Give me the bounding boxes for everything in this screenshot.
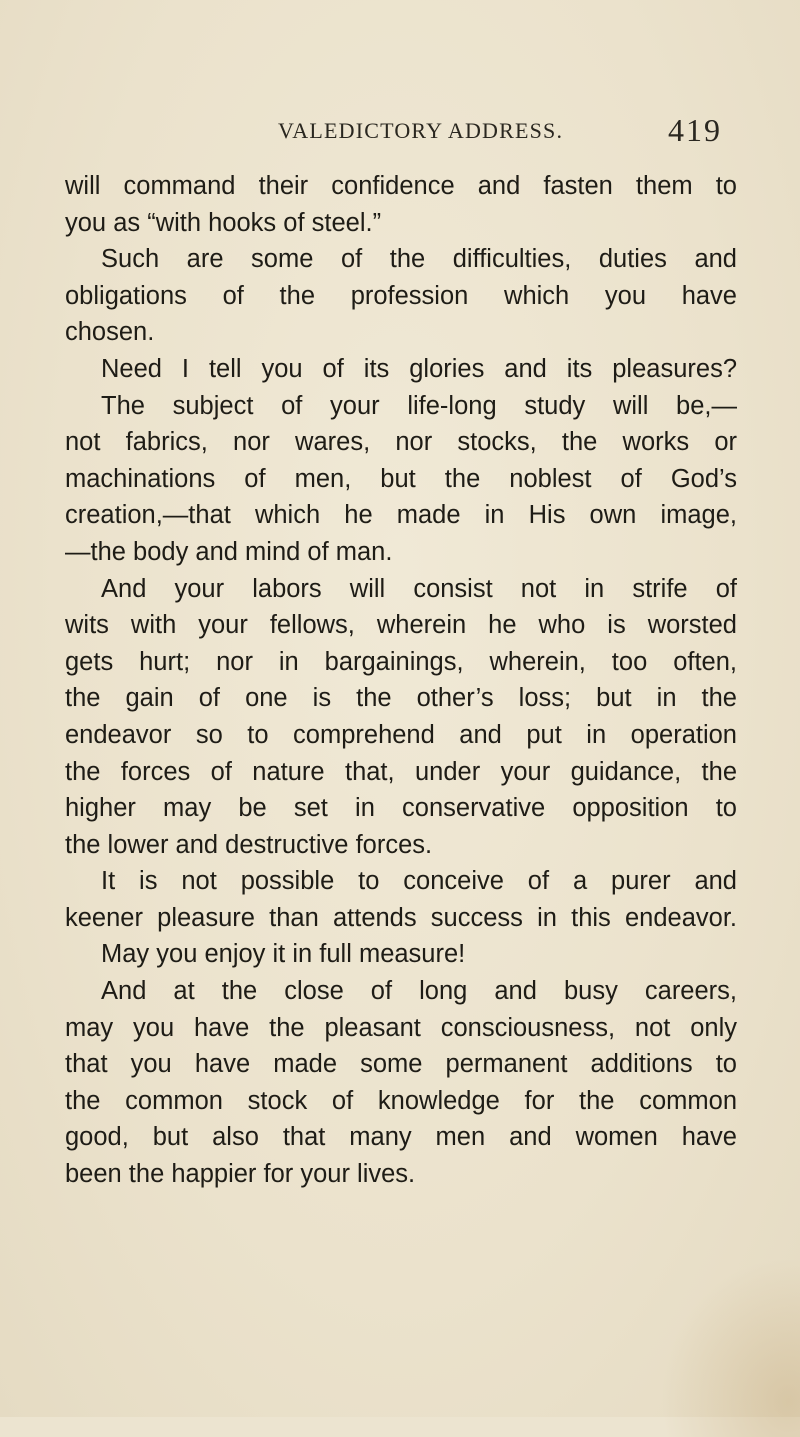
text-line: that you have made some permanent additions to (65, 1050, 737, 1079)
text-line: The subject of your life-long study will be,— (101, 391, 737, 420)
text-line: good, but also that many men and women have (65, 1123, 737, 1152)
text-line: the forces of nature that, under your guidance, the (65, 757, 737, 786)
text-line: will command their confidence and fasten them to (65, 172, 737, 200)
running-head: VALEDICTORY ADDRESS. (278, 118, 564, 143)
text-line: the gain of one is the other’s loss; but in the (65, 684, 737, 713)
body-text (65, 168, 737, 1193)
text-line: And at the close of long and busy careers, (101, 977, 737, 1006)
text-line: chosen. (65, 318, 155, 347)
text-line: you as “with hooks of steel.” (65, 208, 382, 237)
text-line: keener pleasure than attends success in this endeavor. (65, 903, 737, 932)
page-header (0, 114, 800, 154)
text-line: And your labors will consist not in strife of (101, 574, 737, 603)
text-line: creation,—that which he made in His own image, (65, 501, 737, 530)
text-line: endeavor so to comprehend and put in operation (65, 720, 737, 749)
text-line: been the happier for your lives. (65, 1160, 416, 1189)
paper-stain (660, 1257, 800, 1437)
text-line: —the body and mind of man. (65, 537, 393, 566)
page-number: 419 (668, 112, 722, 148)
text-line: Need I tell you of its glories and its pleasures? (101, 354, 737, 383)
text-line: higher may be set in conservative opposition to (65, 794, 737, 823)
text-line: obligations of the profession which you have (65, 281, 737, 310)
text-line: may you have the pleasant consciousness, not only (65, 1013, 737, 1042)
text-line: machinations of men, but the noblest of God’s (65, 464, 737, 493)
text-line: not fabrics, nor wares, nor stocks, the works or (65, 428, 737, 457)
text-line: gets hurt; nor in bargainings, wherein, too often, (65, 647, 737, 676)
text-line: the lower and destructive forces. (65, 830, 433, 859)
text-line: the common stock of knowledge for the common (65, 1086, 737, 1115)
text-line: May you enjoy it in full measure! (101, 940, 466, 969)
text-line: It is not possible to conceive of a purer and (101, 867, 737, 896)
text-line: Such are some of the difficulties, duties and (101, 245, 737, 274)
text-line: wits with your fellows, wherein he who is worsted (65, 611, 737, 640)
